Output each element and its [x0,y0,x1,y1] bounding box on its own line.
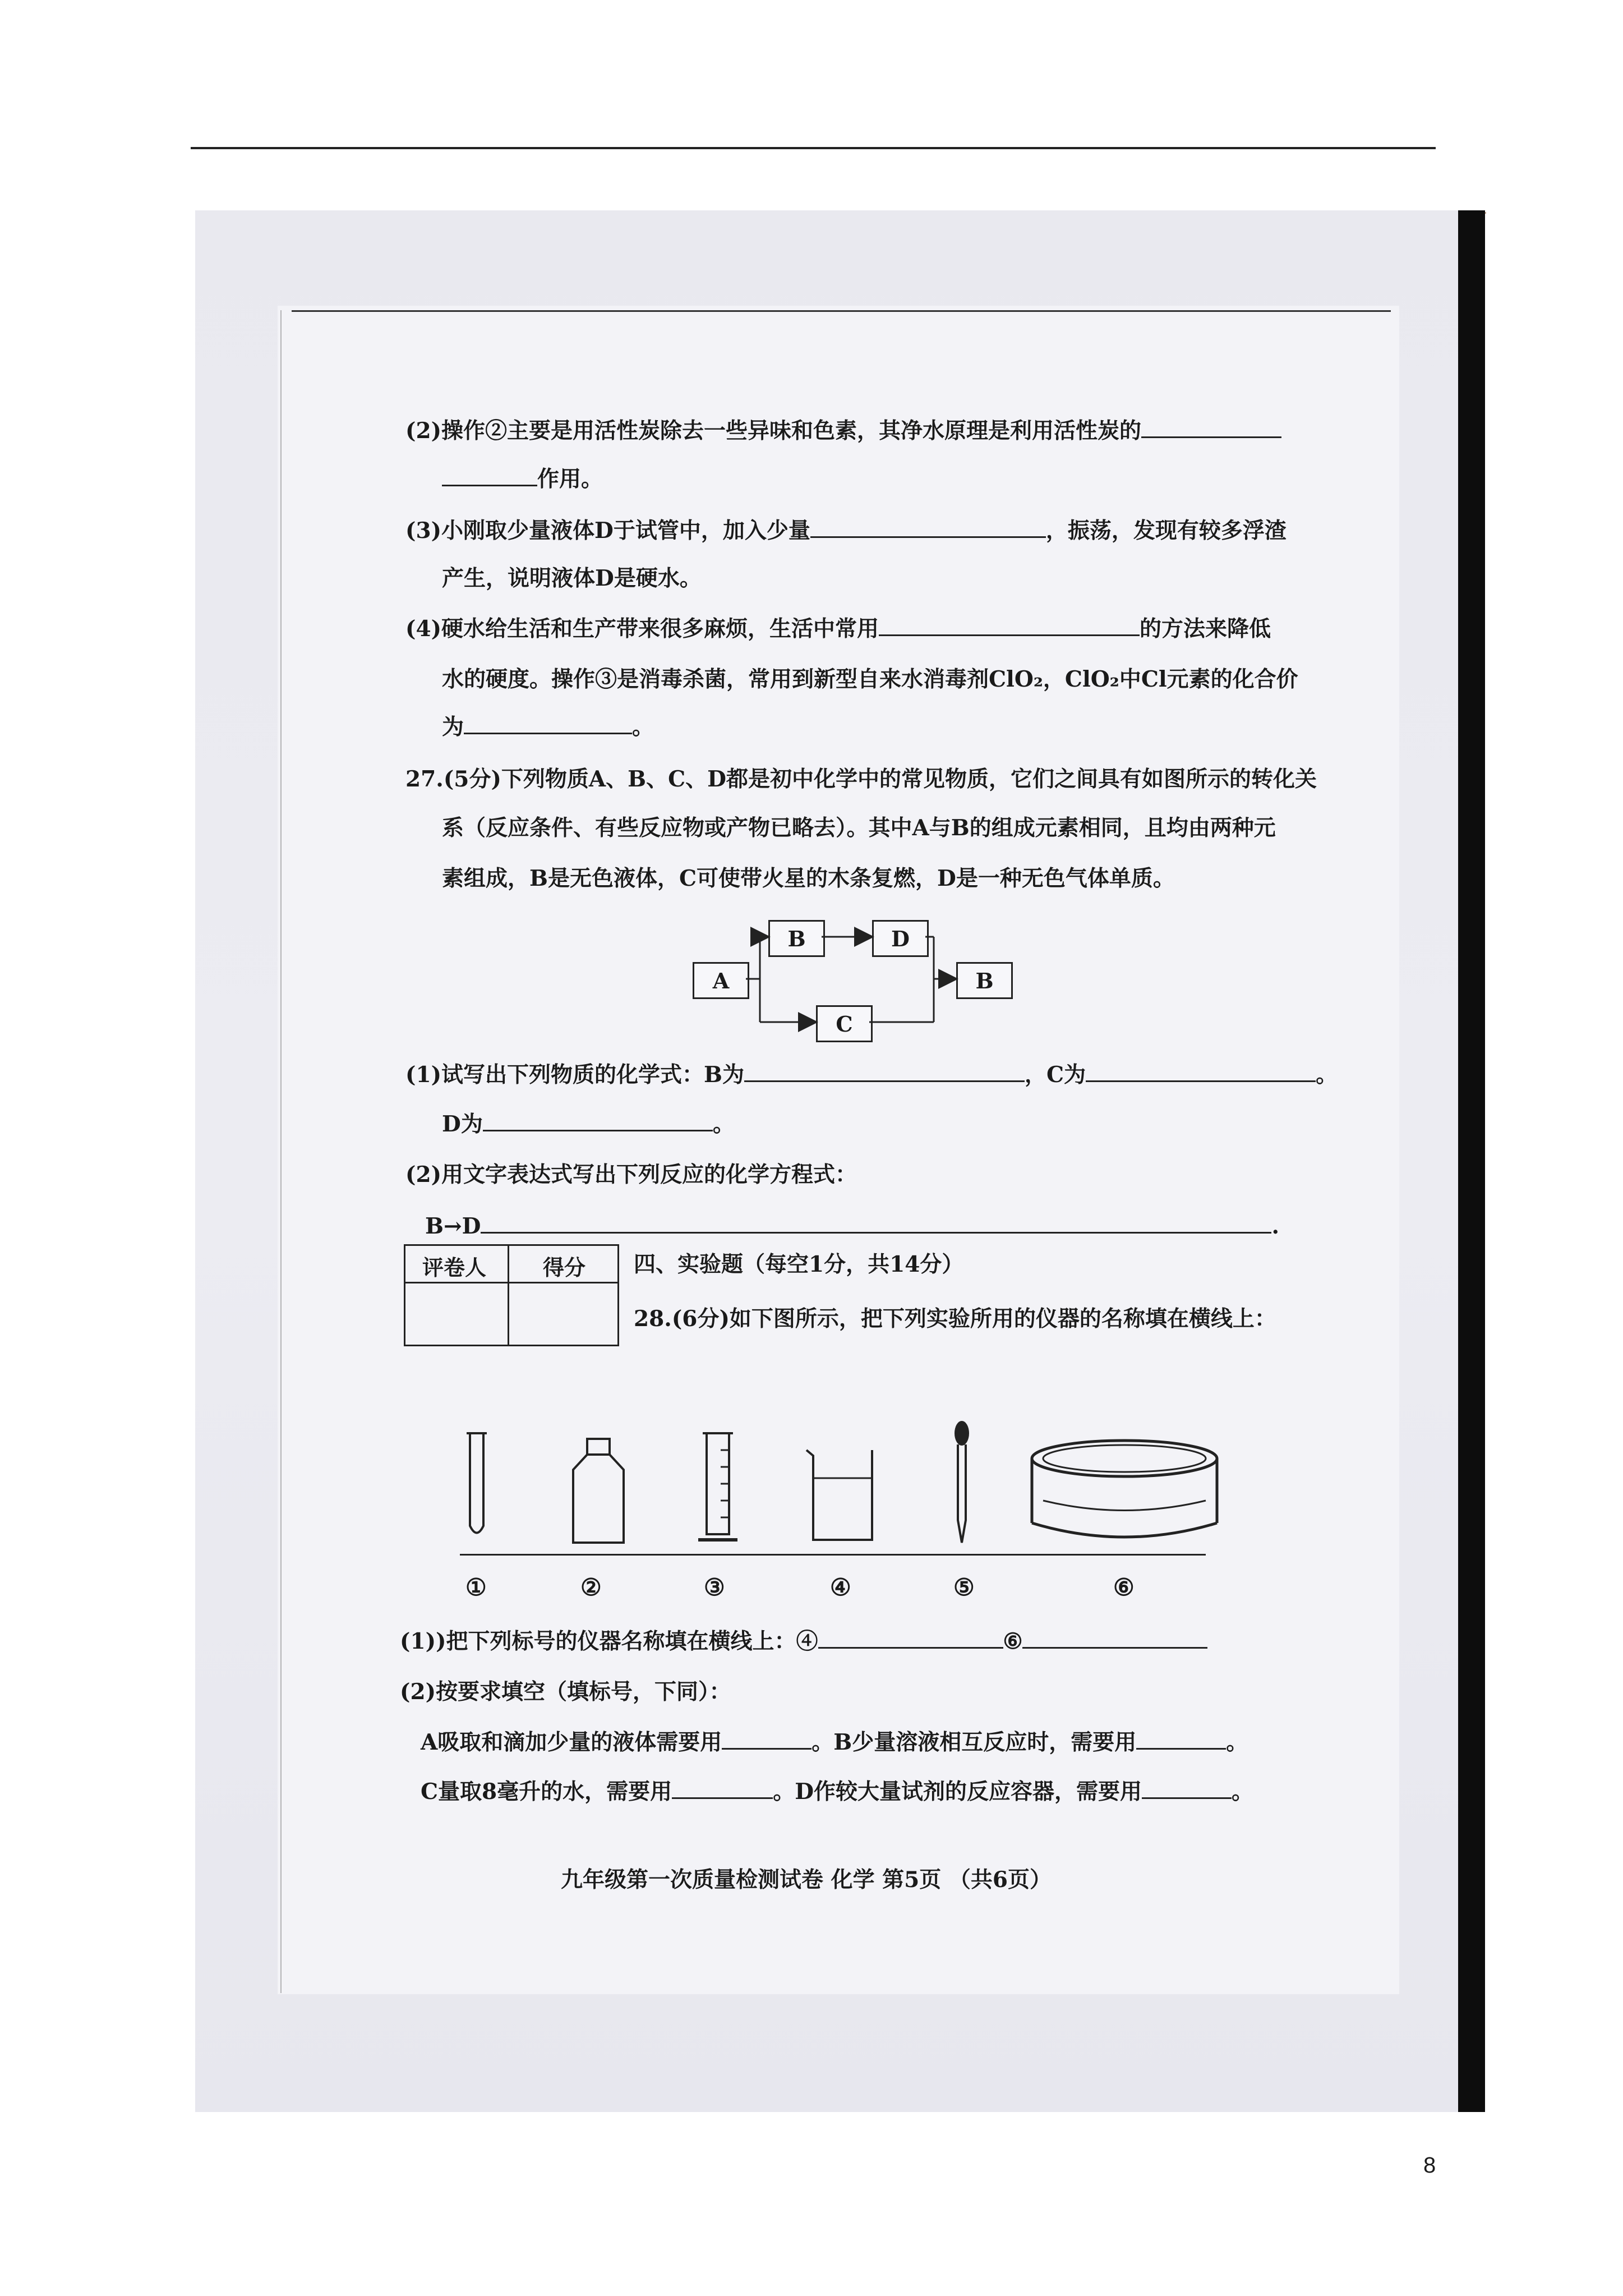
q28-sub1: (1))把下列标号的仪器名称填在横线上：④ ⑥ [400,1627,1207,1656]
answer-blank[interactable] [481,1213,1271,1234]
box-c: C [816,1005,873,1042]
section4-title: 四、实验题（每空1分，共14分） [634,1251,964,1277]
answer-blank[interactable] [464,714,632,734]
q26-line-4b: 水的硬度。操作③是消毒杀菌，常用到新型自来水消毒剂ClO₂，ClO₂中Cl元素的化合价 [442,666,1298,692]
q26-line-4a: (4)硬水给生活和生产带来很多麻烦，生活中常用 的方法来降低 [405,616,1271,642]
score-label: 得分 [543,1255,586,1280]
answer-blank[interactable] [1136,1729,1226,1750]
label-2: ② [580,1573,602,1601]
q28-sub2: (2)按要求填空（填标号，下同）： [400,1679,731,1705]
trough-icon [1026,1436,1223,1548]
answer-blank[interactable] [1141,417,1281,438]
answer-blank[interactable] [1022,1628,1207,1649]
beaker-icon [802,1444,880,1545]
q27-sub2-bd: B→D . [425,1213,1280,1239]
q27-intro-3: 素组成，B是无色液体，C可使带火星的木条复燃，D是一种无色气体单质。 [442,866,1175,891]
q26-line-3a: (3)小刚取少量液体D于试管中，加入少量 ，振荡，发现有较多浮渣 [405,518,1287,544]
q26-line-2b: 作用。 [442,464,603,494]
answer-blank[interactable] [818,1628,1003,1649]
box-b-right: B [956,962,1013,999]
table-hline [405,1282,617,1283]
q26-line-2a: (2)操作②主要是用活性炭除去一些异味和色素，其净水原理是利用活性炭的 [405,416,1281,445]
answer-blank[interactable] [483,1111,713,1131]
dropper-icon [948,1419,976,1548]
score-table [404,1244,619,1346]
q28-sub2-c: C量取8毫升的水，需要用 。D作较大量试剂的反应容器，需要用 。 [421,1779,1254,1805]
instrument-baseline [460,1554,1206,1556]
label-4: ④ [830,1573,851,1601]
graduated-cylinder-icon [693,1428,743,1551]
answer-blank[interactable] [442,466,537,486]
paper-top-rule [292,310,1391,312]
page-number: 8 [1423,2153,1436,2178]
answer-blank[interactable] [810,517,1046,538]
box-a: A [693,962,749,999]
grader-label: 评卷人 [422,1255,487,1280]
q27-sub1: (1)试写出下列物质的化学式：B为 ，C为 。 [405,1062,1338,1088]
q27-sub2: (2)用文字表达式写出下列反应的化学方程式： [405,1162,857,1188]
answer-blank[interactable] [1142,1778,1232,1799]
q27-sub1-d: D为 。 [442,1111,735,1137]
label-5: ⑤ [953,1573,975,1601]
answer-blank[interactable] [1086,1061,1316,1082]
q26-line-4c: 为 。 [442,714,654,740]
q27-intro-2: 系（反应条件、有些反应物或产物已略去）。其中A与B的组成元素相同，且均由两种元 [442,815,1276,841]
q28-intro: 28.(6分)如下图所示，把下列实验所用的仪器的名称填在横线上： [634,1306,1276,1332]
page-footer: 九年级第一次质量检测试卷 化学 第5页 （共6页） [561,1867,1052,1893]
q27-intro-1: 27.(5分)下列物质A、B、C、D都是初中化学中的常见物质，它们之间具有如图所示的转化关 [405,766,1317,792]
q26-line-3b: 产生，说明液体D是硬水。 [442,565,702,591]
box-d: D [872,920,929,957]
answer-blank[interactable] [879,615,1140,636]
box-b-top: B [768,920,825,957]
answer-blank[interactable] [672,1778,773,1799]
label-3: ③ [704,1573,725,1601]
test-tube-icon [460,1428,494,1545]
label-1: ① [465,1573,487,1601]
top-rule [191,147,1436,149]
scan-edge [1458,210,1485,2112]
q28-sub2-a: A吸取和滴加少量的液体需要用 。B少量溶液相互反应时，需要用 。 [421,1729,1248,1755]
answer-blank[interactable] [722,1729,811,1750]
paper-left-border [280,310,282,1993]
answer-blank[interactable] [744,1061,1025,1082]
reagent-bottle-icon [568,1436,629,1548]
diagram-arrows [740,920,965,1049]
label-6: ⑥ [1113,1573,1135,1601]
table-vline [508,1246,509,1345]
